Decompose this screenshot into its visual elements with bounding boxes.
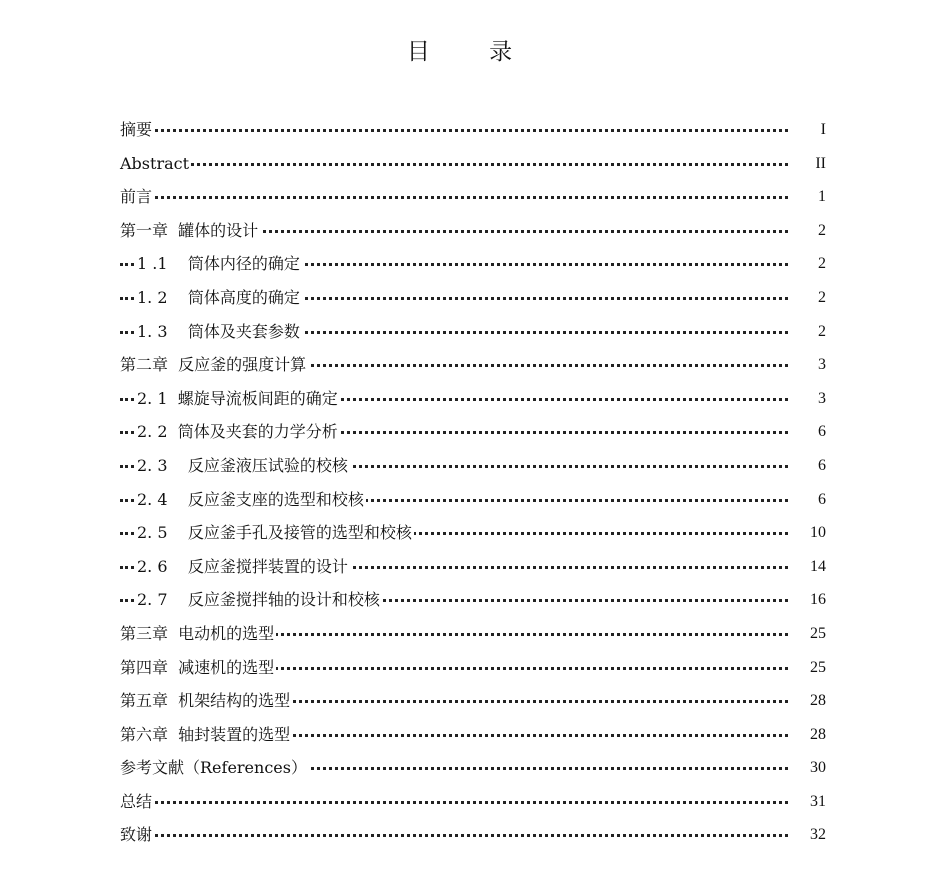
toc-entry[interactable] bbox=[0, 214, 930, 248]
toc-entry-label: 第四章 减速机的选型 bbox=[120, 651, 276, 685]
toc-entry[interactable] bbox=[0, 247, 930, 281]
toc-entry[interactable] bbox=[0, 617, 930, 651]
toc-entry-page: 28 bbox=[790, 684, 826, 718]
toc-entry-label: 第一章 罐体的设计 bbox=[120, 214, 260, 248]
toc-entry-label: 前言 bbox=[120, 180, 154, 214]
toc-entry-page: 32 bbox=[790, 818, 826, 852]
toc-entry-page: 31 bbox=[790, 785, 826, 819]
toc-entry[interactable] bbox=[0, 180, 930, 214]
toc-entry-page: II bbox=[790, 147, 826, 181]
dot-leader bbox=[120, 818, 788, 852]
toc-entry-page: 16 bbox=[790, 583, 826, 617]
toc-entry-label: 2. 2 筒体及夹套的力学分析 bbox=[137, 415, 340, 449]
page-title: 目 录 bbox=[406, 39, 539, 65]
toc-entry-label: 1. 2 筒体高度的确定 bbox=[137, 281, 302, 315]
toc-entry-page: 10 bbox=[790, 516, 826, 550]
toc-entry-page: 1 bbox=[790, 180, 826, 214]
toc-entry-page: 2 bbox=[790, 214, 826, 248]
dot-leader bbox=[120, 147, 788, 181]
toc-entry[interactable] bbox=[0, 281, 930, 315]
toc-entry-page: 2 bbox=[790, 281, 826, 315]
toc-entry-page: 28 bbox=[790, 718, 826, 752]
toc-entry[interactable] bbox=[0, 751, 930, 785]
toc-entry-label: 致谢 bbox=[120, 818, 154, 852]
toc-entry[interactable] bbox=[0, 415, 930, 449]
toc-entry-page: 14 bbox=[790, 550, 826, 584]
toc-entry[interactable] bbox=[0, 651, 930, 685]
toc-entry-label: 2. 6 反应釜搅拌装置的设计 bbox=[137, 550, 350, 584]
toc-entry[interactable] bbox=[0, 382, 930, 416]
toc-entry-label: 2. 7 反应釜搅拌轴的设计和校核 bbox=[137, 583, 382, 617]
toc-entry-label: 2. 4 反应釜支座的选型和校核 bbox=[137, 483, 366, 517]
dot-leader bbox=[120, 180, 788, 214]
toc-entry-label: 1 .1 筒体内径的确定 bbox=[137, 247, 302, 281]
toc-entry[interactable] bbox=[0, 449, 930, 483]
toc-entry-label: 第三章 电动机的选型 bbox=[120, 617, 276, 651]
toc-entry-page: 2 bbox=[790, 315, 826, 349]
toc-entry[interactable] bbox=[0, 483, 930, 517]
toc-entry-label: 总结 bbox=[120, 785, 154, 819]
table-of-contents bbox=[0, 113, 930, 852]
toc-entry[interactable] bbox=[0, 315, 930, 349]
toc-entry-label: 参考文献（References） bbox=[120, 751, 309, 785]
toc-entry-page: 3 bbox=[790, 348, 826, 382]
toc-entry[interactable] bbox=[0, 147, 930, 181]
toc-entry-label: 2. 5 反应釜手孔及接管的选型和校核 bbox=[137, 516, 414, 550]
dot-leader bbox=[120, 785, 788, 819]
toc-entry-page: 25 bbox=[790, 651, 826, 685]
toc-entry-page: 6 bbox=[790, 449, 826, 483]
toc-entry-label: 2. 1 螺旋导流板间距的确定 bbox=[137, 382, 340, 416]
toc-entry[interactable] bbox=[0, 684, 930, 718]
toc-entry-page: 25 bbox=[790, 617, 826, 651]
toc-entry-label: 第二章 反应釜的强度计算 bbox=[120, 348, 308, 382]
toc-entry-label: 2. 3 反应釜液压试验的校核 bbox=[137, 449, 350, 483]
toc-entry[interactable] bbox=[0, 583, 930, 617]
toc-entry-label: 第六章 轴封装置的选型 bbox=[120, 718, 292, 752]
toc-entry-page: I bbox=[790, 113, 826, 147]
toc-entry-page: 6 bbox=[790, 483, 826, 517]
toc-entry[interactable] bbox=[0, 113, 930, 147]
toc-entry[interactable] bbox=[0, 818, 930, 852]
toc-entry[interactable] bbox=[0, 516, 930, 550]
toc-entry-page: 3 bbox=[790, 382, 826, 416]
toc-entry-page: 2 bbox=[790, 247, 826, 281]
toc-entry-label: Abstract bbox=[120, 147, 191, 181]
toc-entry-page: 30 bbox=[790, 751, 826, 785]
toc-entry-label: 1. 3 筒体及夹套参数 bbox=[137, 315, 302, 349]
dot-leader bbox=[120, 113, 788, 147]
toc-entry-label: 摘要 bbox=[120, 113, 154, 147]
toc-entry-label: 第五章 机架结构的选型 bbox=[120, 684, 292, 718]
toc-entry-page: 6 bbox=[790, 415, 826, 449]
toc-entry[interactable] bbox=[0, 718, 930, 752]
toc-entry[interactable] bbox=[0, 348, 930, 382]
toc-entry[interactable] bbox=[0, 550, 930, 584]
toc-entry[interactable] bbox=[0, 785, 930, 819]
